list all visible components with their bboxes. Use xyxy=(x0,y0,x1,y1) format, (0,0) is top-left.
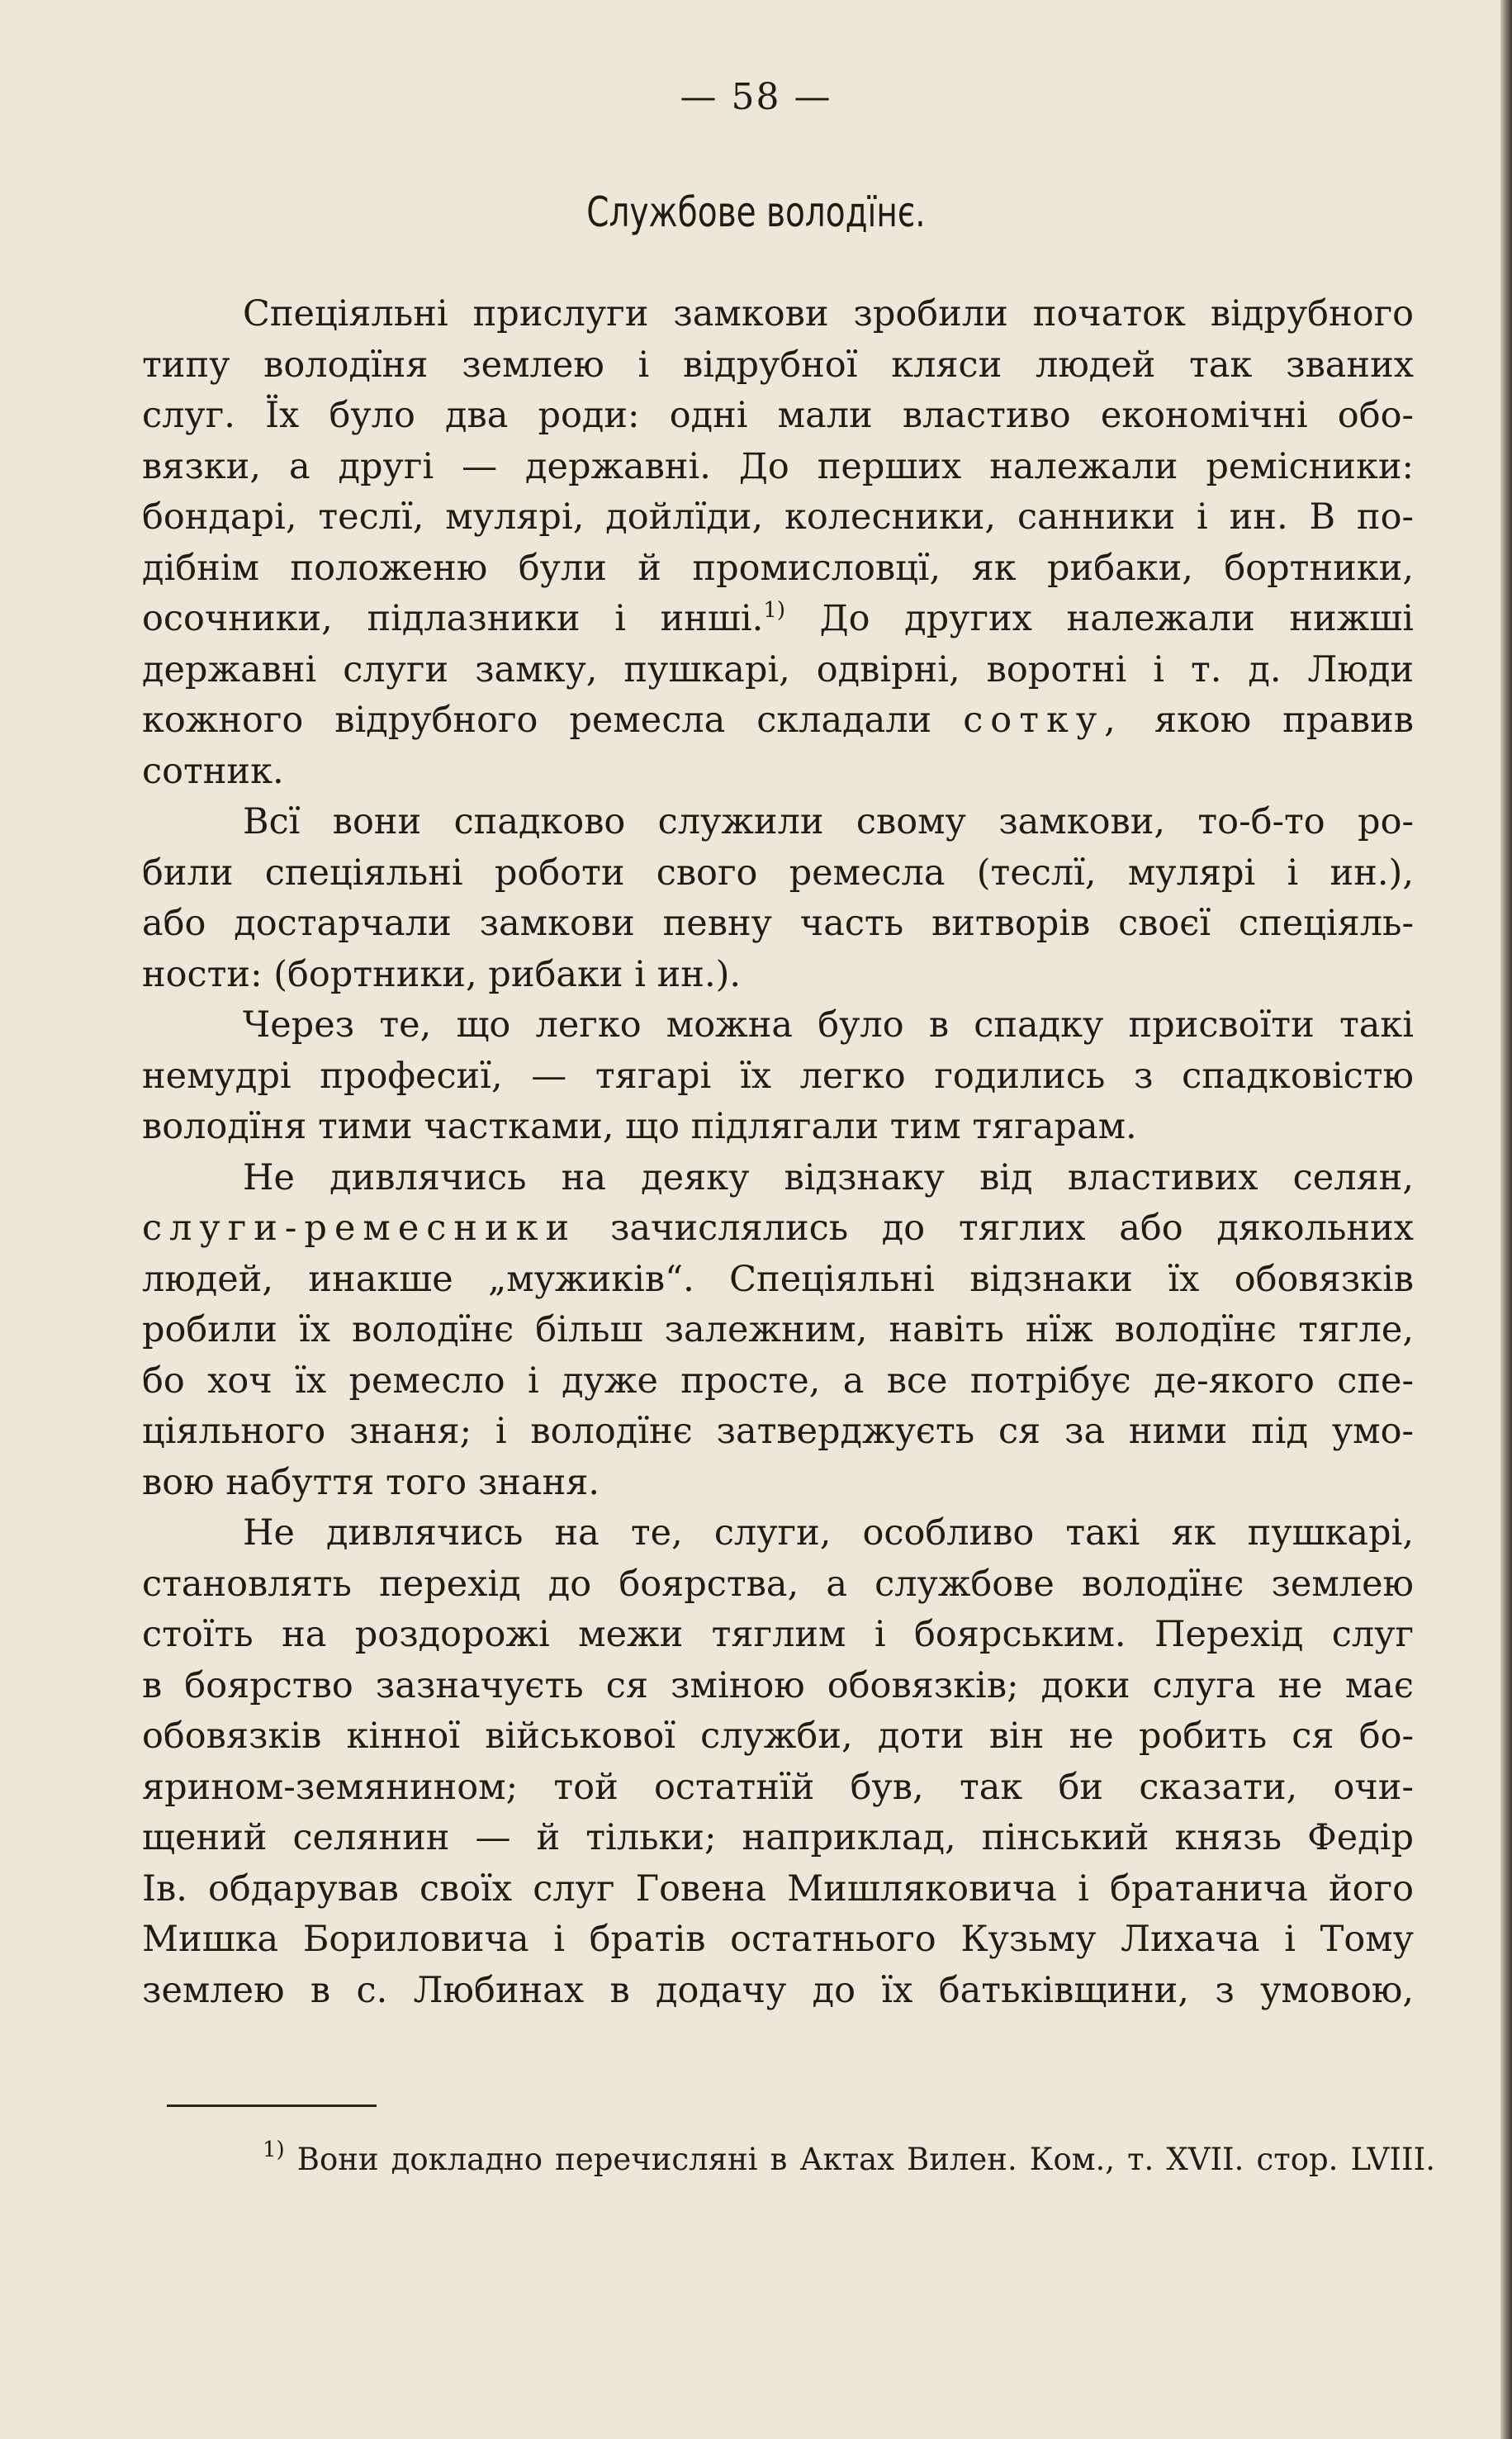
text-line-with-footnote xyxy=(142,594,1414,645)
text-line: вою набуття того знаня. xyxy=(142,1461,600,1503)
page-number: — 58 — xyxy=(680,76,832,118)
body-text xyxy=(142,289,1414,2016)
text-line: Через те, що легко можна було в спадку присвоїти такі xyxy=(243,1004,1414,1046)
text-line: дібнім положеню були й промисловцї, як рибаки, бортники, xyxy=(142,547,1414,589)
text-segment: осочники, підлазники і инші. xyxy=(142,598,764,639)
text-line: людей, инакше „мужиків“. Спеціяльні відзнаки їх обовязків xyxy=(142,1258,1414,1300)
text-line: державні слуги замку, пушкарі, одвірні, воротні і т. д. Люди xyxy=(142,648,1414,690)
text-segment: кожного відрубного ремесла складали xyxy=(142,700,932,741)
text-line-with-emphasis xyxy=(142,695,1414,747)
text-line: в боярство зазначуєть ся зміною обовязків; доки слуга не має xyxy=(142,1664,1414,1706)
text-segment: До других належали нижші xyxy=(819,598,1414,639)
text-line: володїня тими частками, що підлягали тим тягарам. xyxy=(142,1106,1137,1147)
text-line: слуг. Їх було два роди: одні мали властиво економічні обо- xyxy=(142,395,1414,436)
text-line: немудрі професиї, — тягарі їх легко годились з спадковістю xyxy=(142,1055,1414,1097)
footnote-marker: 1) xyxy=(263,2138,285,2162)
text-line: сотник. xyxy=(142,750,284,792)
section-heading: Службове володїнє. xyxy=(586,188,926,236)
text-line: били спеціяльні роботи свого ремесла (теслї, мулярі і ин.), xyxy=(142,852,1414,894)
text-line: вязки, а другі — державні. До перших належали ремісники: xyxy=(142,445,1414,487)
text-line: Спеціяльні прислуги замкови зробили початок відрубного xyxy=(243,293,1414,335)
text-line: землею в с. Любинах в додачу до їх батьківщини, з умовою, xyxy=(142,1969,1414,2011)
text-line: Всї вони спадково служили свому замкови, то-б-то ро- xyxy=(243,801,1414,842)
text-line: щений селянин — й тільки; наприклад, пінський князь Федір xyxy=(142,1817,1414,1858)
text-line: або достарчали замкови певну часть витворів своєї спеціяль- xyxy=(142,903,1414,944)
text-line: Не дивлячись на деяку відзнаку від властивих селян, xyxy=(243,1156,1414,1198)
text-line: Не дивлячись на те, слуги, особливо такі як пушкарі, xyxy=(243,1512,1414,1554)
text-line: становлять перехід до боярства, а службове володїнє землею xyxy=(142,1563,1414,1605)
text-line: бондарі, теслї, мулярі, дойлїди, колесники, санники і ин. В по- xyxy=(142,496,1414,538)
spaced-emphasis: слуги-ремесники xyxy=(142,1208,577,1249)
footnote-divider xyxy=(167,2104,377,2107)
footnote xyxy=(263,2139,1435,2180)
text-line: типу володїня землею і відрубної кляси людей так званих xyxy=(142,344,1414,386)
text-line: обовязків кінної військової служби, доти він не робить ся бо- xyxy=(142,1715,1414,1757)
text-line: ности: (бортники, рибаки і ин.). xyxy=(142,953,742,995)
text-line: робили їх володїнє більш залежним, навіть нїж володїнє тягле, xyxy=(142,1309,1414,1350)
footnote-ref: 1) xyxy=(763,598,786,623)
text-line: бо хоч їх ремесло і дуже просте, а все потрібує де-якого спе- xyxy=(142,1359,1414,1402)
spaced-emphasis: сотку, xyxy=(963,700,1123,741)
text-line: ціяльного знаня; і володїнє затверджуєть ся за ними під умо- xyxy=(142,1411,1414,1452)
text-line-with-emphasis xyxy=(142,1203,1414,1255)
text-segment: зачислялись до тяглих або дякольних xyxy=(609,1208,1414,1249)
text-line: ярином-земянином; той остатнїй був, так би сказати, очи- xyxy=(142,1766,1414,1808)
text-line: стоїть на роздорожі межи тяглим і боярським. Перехід слуг xyxy=(142,1614,1414,1655)
text-line: Ів. обдарував своїх слуг Говена Мишляковича і братанича його xyxy=(142,1867,1414,1910)
text-line: Мишка Бориловича і братів остатнього Кузьму Лихача і Тому xyxy=(142,1919,1414,1960)
footnote-text: Вони докладно перечисляні в Актах Вилен. Ком., т. XVII. стор. LVIII. xyxy=(296,2142,1436,2177)
text-segment: якою правив xyxy=(1154,700,1415,741)
page-edge xyxy=(1500,0,1512,2439)
